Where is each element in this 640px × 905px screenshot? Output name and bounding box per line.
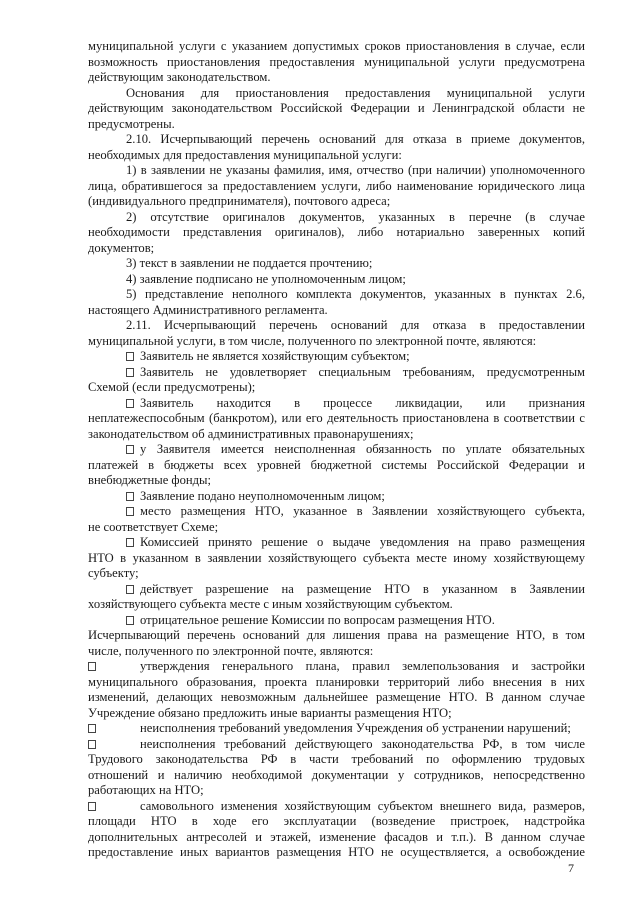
line-text: субъекту; xyxy=(88,566,139,580)
text-line xyxy=(88,411,585,427)
line-text: Трудового законодательства РФ в части требований по оформлению трудовых xyxy=(88,752,585,766)
checkbox-square-icon xyxy=(126,616,134,625)
page-number: 7 xyxy=(568,861,574,875)
line-text: действует разрешение на размещение НТО в указанном в Заявлении xyxy=(140,581,585,596)
line-text: утверждения генерального плана, правил землепользования и застройки xyxy=(140,659,585,673)
line-text: Заявитель не удовлетворяет специальным требованиям, предусмотренным xyxy=(140,364,585,379)
line-text: числе, полученного по электронной почте, являются: xyxy=(88,643,374,658)
text-line xyxy=(88,845,585,861)
text-line xyxy=(88,737,585,753)
line-text: НТО в указанном в заявлении хозяйствующего субъекта месте иному хозяйствующему xyxy=(88,550,585,565)
line-text: неисполнения требований уведомления Учреждения об устранении нарушений; xyxy=(140,721,571,735)
line-text: Заявитель не является хозяйствующим субъектом; xyxy=(140,349,410,363)
text-line xyxy=(88,287,585,303)
checkbox-square-icon xyxy=(126,538,134,547)
text-line xyxy=(88,644,585,660)
text-line xyxy=(88,520,585,536)
text-line xyxy=(88,225,585,241)
line-text: хозяйствующего субъекта месте с иным хозяйствующим субъектом. xyxy=(88,597,453,611)
line-text: не соответствует Схеме; xyxy=(88,519,219,534)
line-text: Исчерпывающий перечень оснований для лишения права на размещение НТО, в том xyxy=(88,628,585,642)
line-text: неплатежеспособным (банкротом), или его деятельность приостановлена в соответствии с xyxy=(88,411,585,425)
text-line xyxy=(88,489,585,505)
text-line xyxy=(88,768,585,784)
text-line xyxy=(88,380,585,396)
text-line xyxy=(88,303,585,319)
text-line xyxy=(88,566,585,582)
text-line xyxy=(88,318,585,334)
text-line xyxy=(88,210,585,226)
line-text: необходимости представления оригиналов), либо нотариально заверенных копий xyxy=(88,225,585,239)
checkbox-square-icon xyxy=(126,399,134,408)
text-line xyxy=(88,55,585,71)
line-text: площади НТО в ходе его эксплуатации (возведение пристроек, надстройка xyxy=(88,814,585,828)
line-text: Заявление подано неуполномоченным лицом; xyxy=(140,488,385,503)
text-line xyxy=(88,830,585,846)
text-line xyxy=(88,256,585,272)
line-text: Заявитель находится в процессе ликвидации, или признания xyxy=(140,395,585,410)
text-line xyxy=(88,70,585,86)
line-text: платежей в бюджеты всех уровней бюджетной системы Российской Федерации и xyxy=(88,457,585,472)
text-line xyxy=(88,690,585,706)
line-text: лица, обратившегося за предоставлением услуги, либо наименование юридического лица xyxy=(88,178,585,193)
line-text: 2.11. Исчерпывающий перечень оснований для отказа в предоставлении xyxy=(126,318,585,332)
line-text: место размещения НТО, указанное в Заявлении хозяйствующего субъекта, xyxy=(140,504,585,518)
line-text: работающих на НТО; xyxy=(88,783,204,797)
line-text: настоящего Административного регламента. xyxy=(88,302,328,317)
text-line xyxy=(88,659,585,675)
text-line xyxy=(88,117,585,133)
line-text: необходимых для предоставления муниципальной услуги: xyxy=(88,147,402,162)
line-text: 4) заявление подписано не уполномоченным лицом; xyxy=(126,271,406,286)
line-text: Комиссией принято решение о выдаче уведомления на право размещения xyxy=(140,535,585,549)
line-text: Схемой (если предусмотрены); xyxy=(88,380,256,394)
checkbox-square-icon xyxy=(88,740,96,749)
checkbox-square-icon xyxy=(126,368,134,377)
text-line xyxy=(88,396,585,412)
line-text: 5) представление неполного комплекта документов, указанных в пунктах 2.6, xyxy=(126,287,585,301)
text-line xyxy=(88,132,585,148)
text-line xyxy=(88,101,585,117)
line-text: муниципальной услуги, в том числе, полученного по электронной почте, являются: xyxy=(88,333,537,348)
line-text: (индивидуального предпринимателя), почтового адреса; xyxy=(88,194,391,208)
checkbox-square-icon xyxy=(88,662,96,671)
text-line xyxy=(88,613,585,629)
text-line xyxy=(88,163,585,179)
text-line xyxy=(88,148,585,164)
checkbox-square-icon xyxy=(126,585,134,594)
text-line xyxy=(88,194,585,210)
text-line xyxy=(88,783,585,799)
text-line xyxy=(88,628,585,644)
text-line xyxy=(88,752,585,768)
text-line xyxy=(88,504,585,520)
text-line xyxy=(88,473,585,489)
line-text: самовольного изменения хозяйствующим субъектом внешнего вида, размеров, xyxy=(140,798,585,813)
line-text: Основания для приостановления предоставления муниципальной услуги xyxy=(126,85,585,100)
line-text: действующим законодательством. xyxy=(88,70,271,84)
text-line xyxy=(88,427,585,443)
text-line xyxy=(88,799,585,815)
text-line xyxy=(88,535,585,551)
line-text: у Заявителя имеется неисполненная обязанность по уплате обязательных xyxy=(140,442,585,456)
text-line xyxy=(88,86,585,102)
line-text: внебюджетные фонды; xyxy=(88,473,211,487)
text-line xyxy=(88,179,585,195)
line-text: изменений, делающих невозможным дальнейшее размещение НТО. В данном случае xyxy=(88,690,585,704)
line-text: 2.10. Исчерпывающий перечень оснований для отказа в приеме документов, xyxy=(126,132,585,146)
text-line xyxy=(88,334,585,350)
line-text: муниципального образования, проекта планировки территорий либо внесения в них xyxy=(88,674,585,689)
document-body xyxy=(88,39,585,861)
line-text: муниципальной услуги с указанием допустимых сроков приостановления в случае, если xyxy=(88,39,585,53)
line-text: неисполнения требований действующего законодательства РФ, в том числе xyxy=(140,736,585,751)
text-line xyxy=(88,721,585,737)
text-line xyxy=(88,241,585,257)
text-line xyxy=(88,39,585,55)
line-text: 2) отсутствие оригиналов документов, указанных в перечне (в случае xyxy=(126,209,585,224)
checkbox-square-icon xyxy=(88,802,96,811)
line-text: возможность приостановления предоставления муниципальной услуги предусмотрена xyxy=(88,54,585,69)
text-line xyxy=(88,349,585,365)
line-text: предоставление иных вариантов размещения НТО не осуществляется, а освобождение xyxy=(88,845,585,859)
line-text: предусмотрены. xyxy=(88,116,175,131)
line-text: отрицательное решение Комиссии по вопросам размещения НТО. xyxy=(140,612,495,627)
checkbox-square-icon xyxy=(126,492,134,501)
line-text: 3) текст в заявлении не поддается прочтению; xyxy=(126,256,373,270)
text-line xyxy=(88,458,585,474)
text-line xyxy=(88,675,585,691)
text-line xyxy=(88,706,585,722)
line-text: действующим законодательством Российской Федерации и Ленинградской области не xyxy=(88,101,585,115)
text-line xyxy=(88,551,585,567)
checkbox-square-icon xyxy=(126,352,134,361)
text-line xyxy=(88,814,585,830)
checkbox-square-icon xyxy=(126,445,134,454)
text-line xyxy=(88,597,585,613)
line-text: законодательством об административных правонарушениях; xyxy=(88,426,414,441)
line-text: 1) в заявлении не указаны фамилия, имя, отчество (при наличии) уполномоченного xyxy=(126,163,585,177)
text-line xyxy=(88,582,585,598)
text-line xyxy=(88,272,585,288)
line-text: дополнительных антресолей и этажей, изменение фасадов и т.п.). В данном случае xyxy=(88,829,585,844)
text-line xyxy=(88,442,585,458)
line-text: документов; xyxy=(88,240,155,255)
checkbox-square-icon xyxy=(88,724,96,733)
line-text: отношений и наличию необходимой документации у сотрудников, непосредственно xyxy=(88,767,585,782)
text-line xyxy=(88,365,585,381)
checkbox-square-icon xyxy=(126,507,134,516)
line-text: Учреждение обязано предложить иные варианты размещения НТО; xyxy=(88,705,452,720)
